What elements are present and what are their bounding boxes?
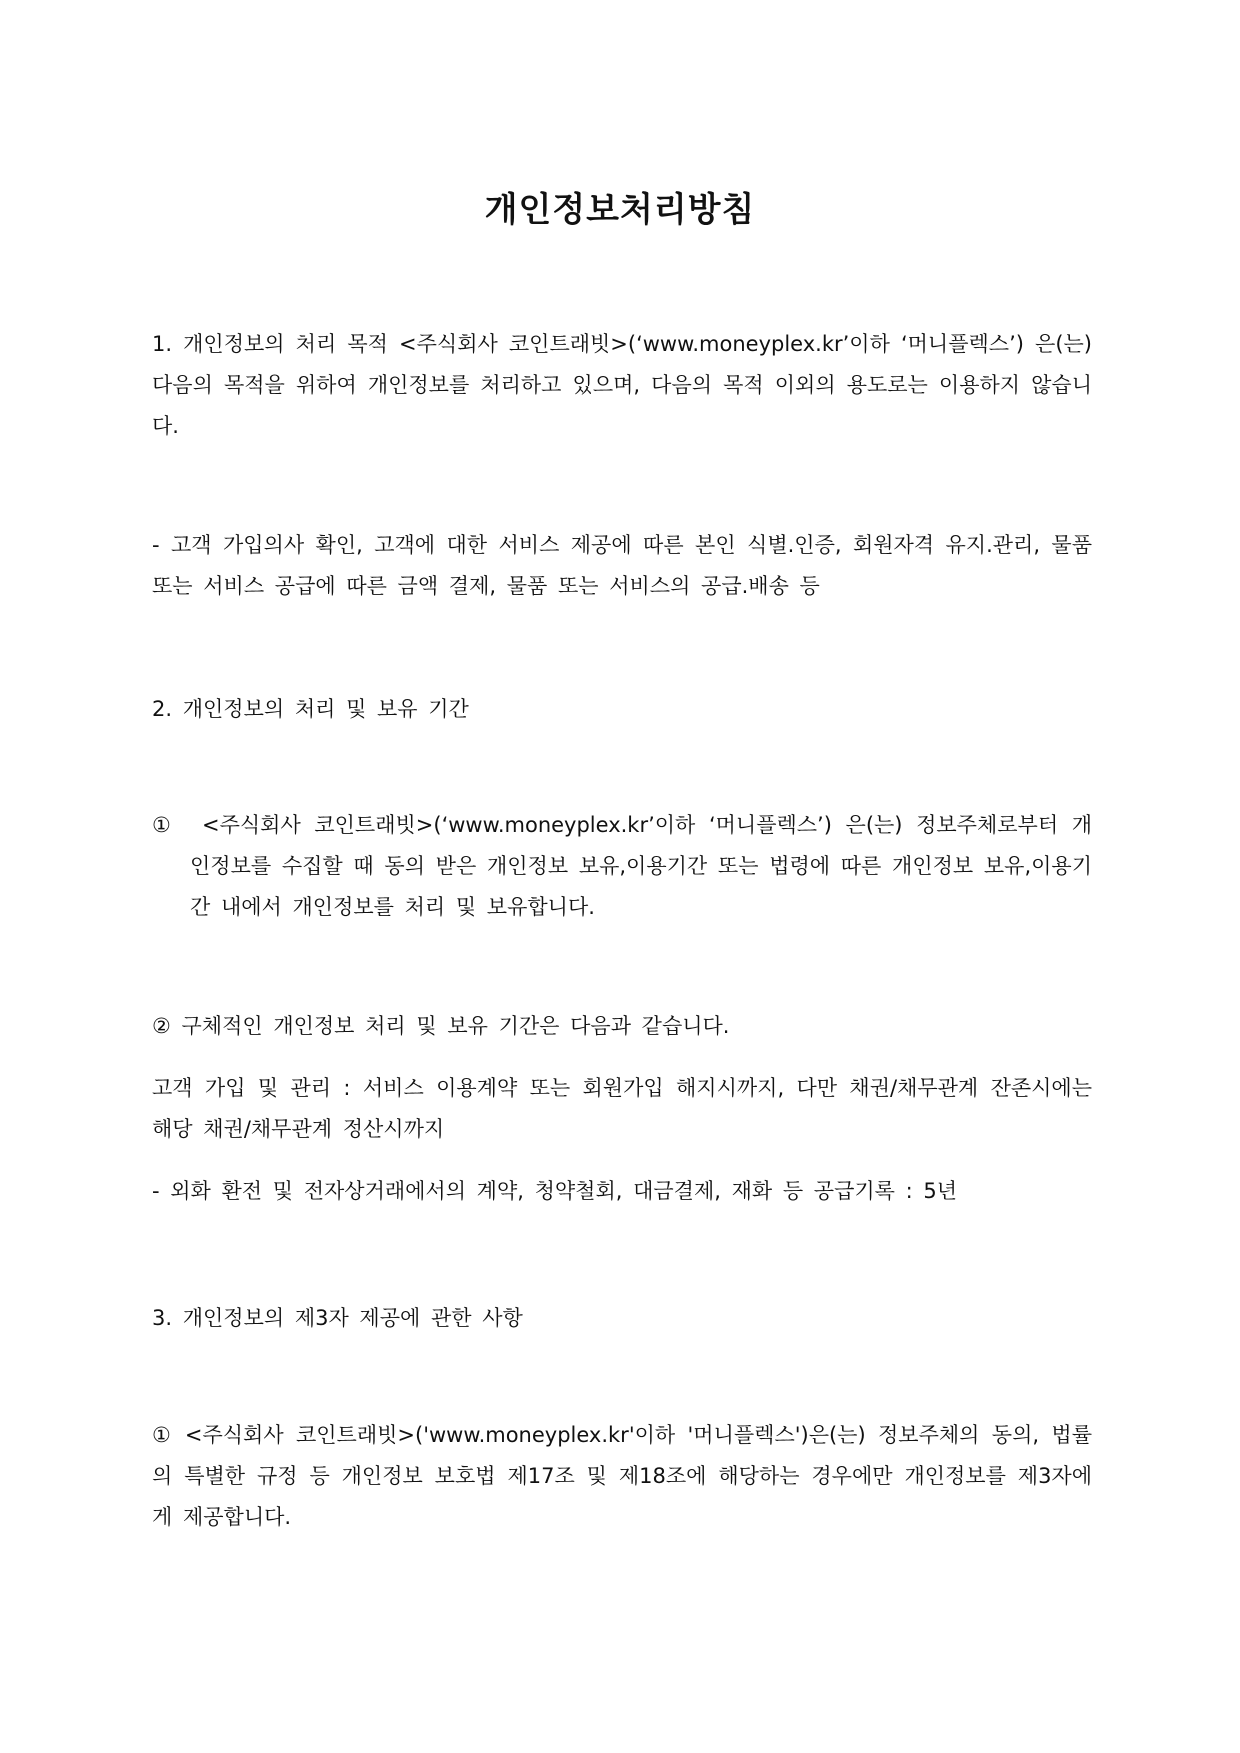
section2-detail1-paragraph: 고객 가입 및 관리 : 서비스 이용계약 또는 회원가입 해지시까지, 다만 채권/채무관계 잔존시에는 해당 채권/채무관계 정산시까지 [152, 1076, 1092, 1141]
section2-item2-paragraph: ② 구체적인 개인정보 처리 및 보유 기간은 다음과 같습니다. [152, 1014, 730, 1038]
section2-item1-text: <주식회사 코인트래빗>(‘www.moneyplex.kr’이하 ‘머니플렉스’) 은(는) 정보주체로부터 개인정보를 수집할 때 동의 받은 개인정보 보유,이용기간 또는 법령에 따른 개인정보 보유,이용기간 내에서 개인정보를 처리 및 보유합니다. [190, 813, 1092, 919]
document-title: 개인정보처리방침 [484, 190, 756, 230]
section3-item1-paragraph: ① <주식회사 코인트래빗>('www.moneyplex.kr'이하 '머니플렉스')은(는) 정보주체의 동의, 법률의 특별한 규정 등 개인정보 보호법 제17조 및 제18조에 해당하는 경우에만 개인정보를 제3자에게 제공합니다. [152, 1423, 1092, 1529]
section1-purpose-paragraph: 1. 개인정보의 처리 목적 <주식회사 코인트래빗>(‘www.moneyplex.kr’이하 ‘머니플렉스’) 은(는) 다음의 목적을 위하여 개인정보를 처리하고 있으며, 다음의 목적 이외의 용도로는 이용하지 않습니다. [152, 332, 1092, 438]
section2-item1-paragraph [152, 805, 1092, 928]
section2-detail2-paragraph: - 외화 환전 및 전자상거래에서의 계약, 청약철회, 대금결제, 재화 등 공급기록 : 5년 [152, 1179, 958, 1203]
circled-number-one-marker: ① [152, 813, 171, 837]
section1-bullet-paragraph: - 고객 가입의사 확인, 고객에 대한 서비스 제공에 따른 본인 식별.인증, 회원자격 유지.관리, 물품 또는 서비스 공급에 따른 금액 결제, 물품 또는 서비스의 공급.배송 등 [152, 533, 1092, 598]
section3-heading: 3. 개인정보의 제3자 제공에 관한 사항 [152, 1306, 523, 1330]
section2-heading: 2. 개인정보의 처리 및 보유 기간 [152, 697, 469, 721]
